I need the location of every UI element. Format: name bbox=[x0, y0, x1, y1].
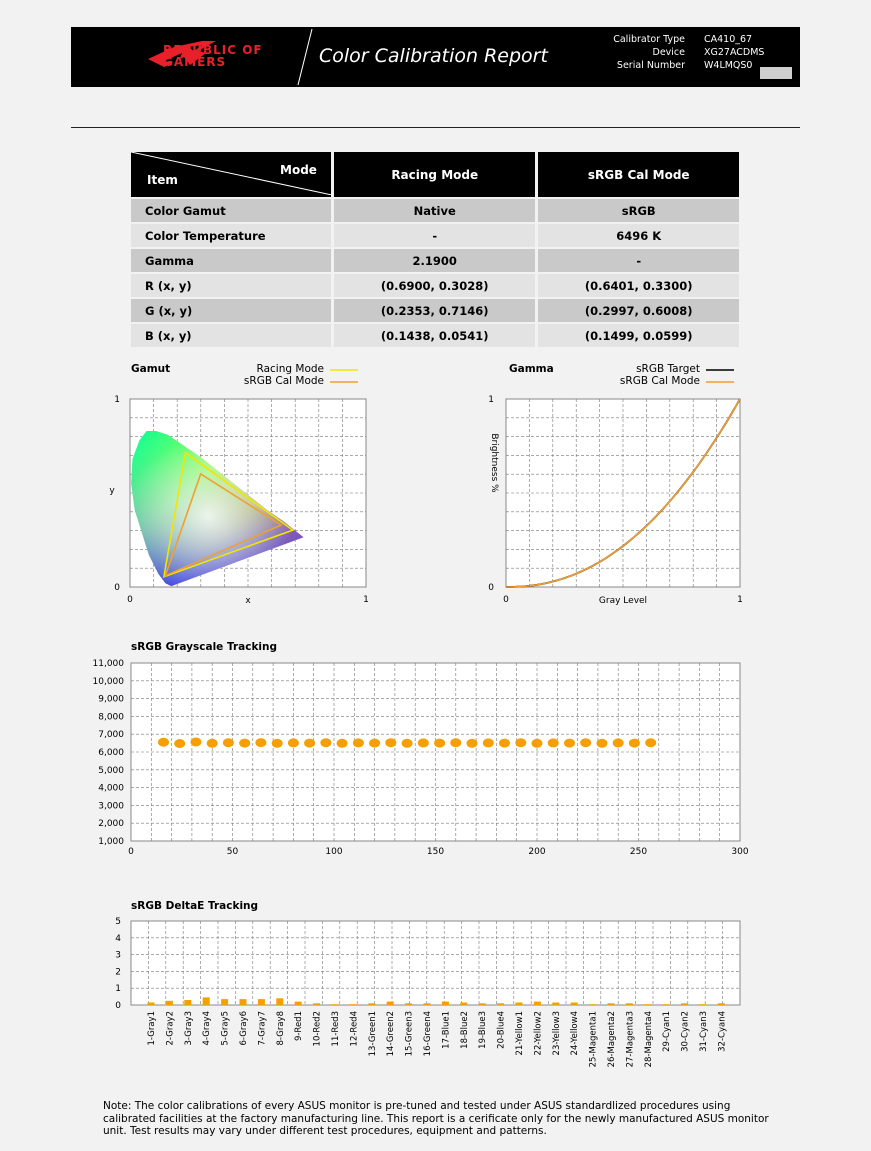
data-point bbox=[255, 738, 266, 747]
y-tick-label: 2 bbox=[115, 967, 121, 978]
row-item: R (x, y) bbox=[131, 274, 334, 299]
x-category-label: 31-Cyan3 bbox=[699, 1011, 709, 1052]
x-category-label: 32-Cyan4 bbox=[717, 1011, 728, 1052]
x-category-label: 23-Yellow3 bbox=[551, 1011, 562, 1056]
gamma-chart bbox=[470, 390, 770, 610]
deltae-bar bbox=[663, 1004, 670, 1005]
row-racing-value: (0.1438, 0.0541) bbox=[334, 324, 539, 349]
y-tick-label: 4,000 bbox=[98, 783, 124, 794]
x-category-label: 26-Magenta2 bbox=[607, 1011, 617, 1068]
y-tick-label: 0 bbox=[115, 1001, 121, 1011]
deltae-bar bbox=[221, 999, 228, 1005]
data-point bbox=[320, 738, 331, 747]
x-tick-label: 1 bbox=[737, 595, 743, 605]
deltae-bar bbox=[332, 1004, 339, 1005]
x-tick-label: 200 bbox=[528, 847, 546, 857]
data-point bbox=[402, 739, 413, 748]
deltae-bar bbox=[166, 1001, 173, 1005]
table-row bbox=[131, 299, 739, 324]
x-category-label: 1-Gray1 bbox=[147, 1011, 157, 1046]
gamut-chart bbox=[100, 390, 390, 610]
table-row bbox=[131, 224, 739, 249]
brand-name bbox=[163, 44, 263, 68]
x-category-label: 4-Gray4 bbox=[202, 1011, 213, 1046]
data-point bbox=[629, 739, 640, 748]
y-tick-label: 5 bbox=[115, 917, 121, 927]
data-point bbox=[532, 739, 543, 748]
y-tick-label: 3 bbox=[115, 950, 121, 961]
deltae-bar bbox=[276, 998, 283, 1005]
table-corner-cell bbox=[131, 152, 334, 199]
serial-number-label: Serial Number bbox=[616, 60, 685, 71]
x-category-label: 30-Cyan2 bbox=[680, 1011, 691, 1052]
deltae-bar bbox=[534, 1002, 541, 1005]
x-category-label: 20-Blue4 bbox=[496, 1011, 507, 1049]
table-row bbox=[131, 199, 739, 224]
deltae-bar bbox=[184, 1000, 191, 1005]
calibration-summary-table bbox=[131, 152, 739, 349]
x-tick-label: 0 bbox=[503, 595, 509, 605]
deltae-bar bbox=[405, 1003, 412, 1005]
corner-mode-label: Mode bbox=[280, 163, 317, 177]
x-axis-label: Gray Level bbox=[598, 596, 648, 606]
deltae-bar bbox=[148, 1003, 155, 1006]
y-tick-label: 1 bbox=[488, 395, 494, 405]
y-tick-label: 2,000 bbox=[98, 819, 124, 830]
x-category-label: 19-Blue3 bbox=[478, 1011, 489, 1049]
row-racing-value: - bbox=[334, 224, 539, 249]
row-racing-value: (0.2353, 0.7146) bbox=[334, 299, 539, 324]
row-racing-value: Native bbox=[334, 199, 539, 224]
x-tick-label: 0 bbox=[127, 595, 133, 605]
x-tick-label: 150 bbox=[426, 847, 445, 857]
x-category-label: 3-Gray3 bbox=[183, 1011, 194, 1046]
grayscale-tracking-chart bbox=[60, 656, 760, 866]
report-title: Color Calibration Report bbox=[319, 45, 548, 67]
y-tick-label: 9,000 bbox=[98, 694, 124, 705]
x-category-label: 9-Red1 bbox=[294, 1011, 305, 1042]
table-row bbox=[131, 274, 739, 299]
data-point bbox=[434, 739, 445, 748]
data-point bbox=[369, 739, 380, 748]
y-tick-label: 8,000 bbox=[98, 712, 124, 723]
disclaimer-note: Note: The color calibrations of every ASUS monitor is pre-tuned and tested under ASUS standardlized procedures using calibrated facilities at the factory manufacturing line. This report is a cerificate only for the newly manufactured ASUS monitor unit. Test results may vary under different test procedures, equipment and patterns. bbox=[103, 1100, 769, 1137]
deltae-bar bbox=[626, 1003, 633, 1005]
x-category-label: 29-Cyan1 bbox=[662, 1011, 673, 1052]
data-point bbox=[515, 738, 526, 747]
data-point bbox=[418, 738, 429, 747]
x-category-label: 27-Magenta3 bbox=[625, 1011, 636, 1068]
divider-slash bbox=[295, 27, 315, 87]
data-point bbox=[450, 738, 461, 747]
x-axis-label: x bbox=[245, 596, 251, 606]
y-tick-label: 1 bbox=[114, 395, 120, 405]
data-point bbox=[223, 738, 234, 747]
row-racing-value: 2.1900 bbox=[334, 249, 539, 274]
deltae-bar bbox=[589, 1004, 596, 1005]
deltae-bar bbox=[203, 997, 210, 1005]
data-point bbox=[207, 739, 218, 748]
serial-redaction bbox=[760, 67, 792, 79]
x-category-label: 17-Blue1 bbox=[441, 1011, 452, 1049]
data-point bbox=[385, 738, 396, 747]
gamma-legend-swatches bbox=[704, 363, 736, 389]
row-item: B (x, y) bbox=[131, 324, 334, 349]
data-point bbox=[353, 738, 364, 747]
row-item: Color Gamut bbox=[131, 199, 334, 224]
x-category-label: 18-Blue2 bbox=[459, 1011, 470, 1049]
plot-area bbox=[131, 921, 740, 1005]
row-srgb-value: (0.2997, 0.6008) bbox=[538, 299, 739, 324]
y-tick-label: 6,000 bbox=[98, 748, 124, 758]
deltae-bar bbox=[497, 1003, 504, 1005]
data-point bbox=[645, 738, 656, 747]
y-tick-label: 5,000 bbox=[98, 765, 124, 776]
x-tick-label: 100 bbox=[325, 847, 343, 857]
x-category-label: 28-Magenta4 bbox=[643, 1011, 654, 1068]
data-point bbox=[548, 738, 559, 747]
data-point bbox=[483, 738, 494, 747]
data-point bbox=[174, 739, 185, 748]
gamut-chart-title: Gamut bbox=[131, 363, 171, 375]
row-item: Gamma bbox=[131, 249, 334, 274]
deltae-bar bbox=[350, 1004, 357, 1005]
x-category-label: 13-Green1 bbox=[367, 1011, 378, 1057]
deltae-bar bbox=[681, 1003, 688, 1005]
data-point bbox=[467, 739, 478, 748]
y-tick-label: 0 bbox=[488, 583, 494, 593]
column-header-srgb: sRGB Cal Mode bbox=[538, 152, 739, 199]
deltae-bar bbox=[313, 1003, 320, 1005]
gamma-legend-target: sRGB Target bbox=[636, 363, 700, 375]
deltae-bar bbox=[240, 999, 247, 1005]
serial-number-value: W4LMQS0 bbox=[704, 60, 753, 71]
x-tick-label: 50 bbox=[226, 847, 239, 857]
x-category-label: 8-Gray8 bbox=[275, 1011, 286, 1046]
y-tick-label: 11,000 bbox=[92, 659, 124, 669]
deltae-bar bbox=[608, 1003, 615, 1005]
x-category-label: 6-Gray6 bbox=[239, 1011, 249, 1046]
deltae-bar bbox=[571, 1003, 578, 1006]
brand-line-1: REPUBLIC OF bbox=[163, 43, 263, 57]
device-value: XG27ACDMS bbox=[704, 47, 765, 58]
row-srgb-value: (0.1499, 0.0599) bbox=[538, 324, 739, 349]
x-category-label: 7-Gray7 bbox=[257, 1011, 268, 1046]
corner-item-label: Item bbox=[147, 173, 178, 187]
deltae-bar bbox=[718, 1003, 725, 1005]
row-racing-value: (0.6900, 0.3028) bbox=[334, 274, 539, 299]
x-category-label: 5-Gray5 bbox=[220, 1011, 231, 1046]
x-category-label: 25-Magenta1 bbox=[588, 1011, 599, 1068]
row-item: Color Temperature bbox=[131, 224, 334, 249]
x-category-label: 22-Yellow2 bbox=[533, 1011, 544, 1056]
x-category-label: 11-Red3 bbox=[331, 1011, 341, 1047]
deltae-bar bbox=[644, 1004, 651, 1005]
gamma-chart-title: Gamma bbox=[509, 363, 554, 375]
deltae-bar bbox=[700, 1004, 707, 1005]
row-srgb-value: 6496 K bbox=[538, 224, 739, 249]
x-tick-label: 250 bbox=[629, 847, 648, 857]
y-tick-label: 3,000 bbox=[98, 801, 124, 812]
gamma-legend-srgb: sRGB Cal Mode bbox=[619, 375, 700, 387]
gamut-legend-swatches bbox=[328, 363, 360, 389]
x-category-label: 15-Green3 bbox=[404, 1011, 415, 1057]
deltae-bar bbox=[552, 1003, 559, 1006]
deltae-bar bbox=[460, 1003, 467, 1006]
data-point bbox=[597, 739, 608, 748]
y-tick-label: 0 bbox=[114, 583, 120, 593]
data-point bbox=[158, 738, 169, 747]
table-row bbox=[131, 249, 739, 274]
row-srgb-value: (0.6401, 0.3300) bbox=[538, 274, 739, 299]
x-category-label: 16-Green4 bbox=[423, 1011, 433, 1057]
y-axis-label: y bbox=[109, 486, 115, 496]
deltae-chart-title: sRGB DeltaE Tracking bbox=[131, 900, 259, 912]
x-tick-label: 0 bbox=[128, 847, 134, 857]
deltae-bar bbox=[387, 1002, 394, 1005]
y-tick-label: 7,000 bbox=[98, 730, 124, 741]
y-axis-label: Brightness % bbox=[489, 433, 499, 493]
deltae-bar bbox=[295, 1002, 302, 1005]
row-srgb-value: sRGB bbox=[538, 199, 739, 224]
data-point bbox=[564, 739, 575, 748]
x-category-label: 2-Gray2 bbox=[165, 1011, 176, 1046]
data-point bbox=[191, 738, 202, 747]
deltae-bar bbox=[479, 1003, 486, 1005]
x-tick-label: 300 bbox=[731, 847, 749, 857]
data-point bbox=[337, 739, 348, 748]
header-divider bbox=[71, 127, 800, 128]
brand-line-2: GAMERS bbox=[163, 55, 227, 69]
x-category-label: 24-Yellow4 bbox=[570, 1011, 581, 1056]
y-tick-label: 1 bbox=[115, 984, 121, 995]
deltae-tracking-chart bbox=[100, 914, 750, 1070]
device-label: Device bbox=[652, 47, 685, 58]
data-point bbox=[499, 739, 510, 748]
gamut-legend-racing: Racing Mode bbox=[256, 363, 324, 375]
table-row bbox=[131, 324, 739, 349]
deltae-bar bbox=[368, 1003, 375, 1005]
gamut-legend-srgb: sRGB Cal Mode bbox=[243, 375, 324, 387]
row-item: G (x, y) bbox=[131, 299, 334, 324]
data-point bbox=[580, 738, 591, 747]
report-header bbox=[71, 27, 800, 87]
table-header-row bbox=[131, 152, 739, 199]
calibrator-type-value: CA410_67 bbox=[704, 34, 753, 45]
x-tick-label: 1 bbox=[363, 595, 369, 605]
x-category-label: 12-Red4 bbox=[349, 1011, 360, 1047]
data-point bbox=[272, 739, 283, 748]
y-tick-label: 1,000 bbox=[98, 837, 124, 847]
data-point bbox=[288, 738, 299, 747]
x-category-label: 10-Red2 bbox=[312, 1011, 323, 1047]
deltae-bar bbox=[258, 999, 265, 1005]
column-header-racing: Racing Mode bbox=[334, 152, 539, 199]
calibrator-type-label: Calibrator Type bbox=[613, 34, 685, 45]
data-point bbox=[613, 738, 624, 747]
deltae-bar bbox=[424, 1003, 431, 1005]
data-point bbox=[304, 739, 315, 748]
y-tick-label: 10,000 bbox=[92, 676, 124, 687]
x-category-label: 14-Green2 bbox=[386, 1011, 397, 1057]
deltae-bar bbox=[516, 1003, 523, 1006]
grayscale-chart-title: sRGB Grayscale Tracking bbox=[131, 641, 278, 653]
y-tick-label: 4 bbox=[115, 933, 121, 944]
data-point bbox=[239, 739, 250, 748]
x-category-label: 21-Yellow1 bbox=[515, 1011, 525, 1056]
row-srgb-value: - bbox=[538, 249, 739, 274]
deltae-bar bbox=[442, 1002, 449, 1005]
